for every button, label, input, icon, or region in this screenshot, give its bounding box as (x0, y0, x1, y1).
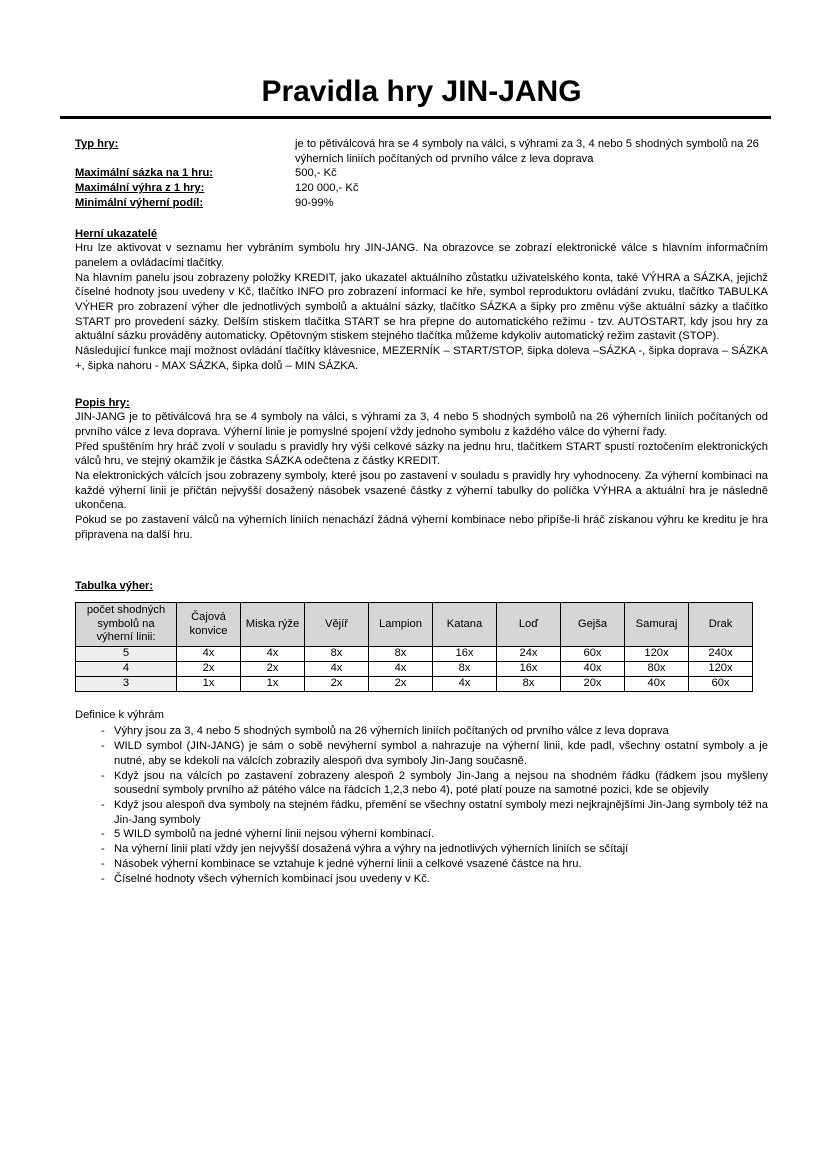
paytable-value-cell: 4x (433, 676, 497, 691)
paytable-body (76, 646, 753, 691)
paragraph: Na hlavním panelu jsou zobrazeny položky KREDIT, jako ukazatel aktuálního zůstatku uživatelského konta, také VÝHRA a SÁZKA, jejichž číselné hodnoty jsou uvedeny v Kč, tlačítko INFO pro zobrazení informací ke hře, symbol reproduktoru ovládání zvuku, tlačítko TABULKA VÝHER pro zobrazení výher dle jednotlivých symbolů a aktuální sázky, tlačítko SÁZKA a šipky pro změnu výše aktuální sázky a tlačítko START pro provedení sázky. Delším stiskem tlačítka START se hra přepne do automatického režimu - tzv. AUTOSTART, kdy jsou hry za aktuální sázku prováděny automaticky. Opětovným stiskem stejného tlačítka můžeme kdykoliv automatický režim zastavit (STOP). (75, 271, 768, 343)
paytable-value-cell: 240x (689, 646, 753, 661)
section-definitions (75, 708, 768, 886)
definitions-list (75, 724, 768, 886)
definition-item (101, 739, 768, 768)
paytable-symbol-header: Miska rýže (241, 603, 305, 647)
paytable-symbol-header: Katana (433, 603, 497, 647)
paragraph: Před spuštěním hry hráč zvolí v souladu s pravidly hry výši celkové sázky na jednu hru, tlačítkem START spustí roztočením elektronických válců hru, ve stejný okamžik je částka SÁZKA odečtena z částky KREDIT. (75, 440, 768, 468)
paytable-value-cell: 24x (497, 646, 561, 661)
definition-text: - Na výherní linii platí vždy jen nejvyšší dosažená výhra a výhry na jednotlivých výherních liniích se sčítají (114, 843, 629, 856)
paytable-value-cell: 120x (689, 661, 753, 676)
paytable-value-cell: 1x (241, 676, 305, 691)
paytable-header-row (76, 603, 753, 647)
definition-text: - Číselné hodnoty všech výherních kombinací jsou uvedeny v Kč. (114, 872, 430, 885)
paytable-value-cell: 120x (625, 646, 689, 661)
paytable-row (76, 646, 753, 661)
section-paytable (75, 579, 768, 692)
definition-text: - Když jsou na válcích po zastavení zobrazeny alespoň 2 symboly Jin-Jang a nejsou na shodném řádku (řádkem jsou myšleny sousední symboly prvního až pátého válce na řádcích 1,2,3 nebo 4), poté platí pouze na samotné pozici, kde se objevily (114, 769, 768, 797)
definition-text: - 5 WILD symbolů na jedné výherní linii nejsou výherní kombinací. (114, 828, 435, 841)
spec-list (75, 137, 768, 211)
paytable-corner-cell: počet shodných symbolů na výherní linii: (76, 603, 177, 647)
paytable-symbol-header: Vějíř (305, 603, 369, 647)
paytable-symbol-header: Čajová konvice (177, 603, 241, 647)
paytable-heading: Tabulka výher: (75, 579, 154, 592)
paytable-count-cell: 5 (76, 646, 177, 661)
title-divider (60, 116, 771, 119)
definition-text: - WILD symbol (JIN-JANG) je sám o sobě nevýherní symbol a nahrazuje na výherní linii, kde padl, všechny ostatní symboly a je nutné, aby se kdekoli na válcích zobrazily alespoň dva symboly Jin-Jang současně. (114, 740, 768, 767)
indicators-paragraphs (75, 241, 768, 373)
spec-label: Typ hry: (75, 138, 119, 150)
spec-value: 120 000,- Kč (295, 182, 359, 195)
paytable-symbol-header: Lampion (369, 603, 433, 647)
page-title: Pravidla hry JIN-JANG (261, 75, 582, 108)
paytable-symbol-header: Loď (497, 603, 561, 647)
paytable-value-cell: 16x (497, 661, 561, 676)
paytable-value-cell: 80x (625, 661, 689, 676)
paytable-symbol-header: Gejša (561, 603, 625, 647)
section-indicators (75, 227, 768, 374)
paytable-value-cell: 2x (241, 661, 305, 676)
paytable-value-cell: 8x (369, 646, 433, 661)
paytable-value-cell: 20x (561, 676, 625, 691)
paragraph: Na elektronických válcích jsou zobrazeny symboly, které jsou po zastavení v souladu s pravidly hry vyhodnoceny. Za výherní kombinaci na každé výherní linii je přičtán nejvyšší dosažený násobek vsazené částky z výherní tabulky do políčka VÝHRA a aktuální hra je následně ukončena. (75, 470, 768, 512)
definition-item (101, 724, 768, 739)
paytable-value-cell: 4x (305, 661, 369, 676)
paytable-value-cell: 4x (369, 661, 433, 676)
paytable-value-cell: 4x (177, 646, 241, 661)
definition-item (101, 798, 768, 827)
paytable-value-cell: 16x (433, 646, 497, 661)
indicators-heading: Herní ukazatelé (75, 227, 158, 240)
spec-row (75, 181, 768, 196)
paytable-value-cell: 1x (177, 676, 241, 691)
paytable-count-cell: 4 (76, 661, 177, 676)
spec-value: 500,- Kč (295, 167, 337, 180)
paytable-value-cell: 4x (241, 646, 305, 661)
definition-item (101, 769, 768, 798)
description-paragraphs (75, 410, 768, 542)
spec-row (75, 166, 768, 181)
paytable-value-cell: 40x (561, 661, 625, 676)
definition-item (101, 872, 768, 887)
spec-row (75, 196, 768, 211)
spec-value: 90-99% (295, 196, 334, 209)
spec-label: Maximální výhra z 1 hry: (75, 182, 205, 195)
paragraph: Následující funkce mají možnost ovládání tlačítky klávesnice, MEZERNÍK – START/STOP, šipka doleva –SÁZKA -, šipka doprava – SÁZKA +, šipka nahoru - MAX SÁZKA, šipka dolů – MIN SÁZKA. (75, 345, 768, 372)
definition-item (101, 842, 768, 857)
paytable-count-cell: 3 (76, 676, 177, 691)
definition-text: - Když jsou alespoň dva symboly na stejném řádku, přemění se všechny ostatní symboly mezi nejkrajnějšími Jin-Jang symboly též na Jin-Jang symboly (114, 799, 768, 826)
description-heading: Popis hry: (75, 396, 130, 409)
paytable (75, 602, 753, 692)
definition-item (101, 857, 768, 872)
paytable-value-cell: 2x (305, 676, 369, 691)
paytable-value-cell: 40x (625, 676, 689, 691)
definition-text: - Výhry jsou za 3, 4 nebo 5 shodných symbolů na 26 výherních liniích počítaných od prvního válce z leva doprava (114, 725, 669, 738)
spec-label: Minimální výherní podíl: (75, 196, 204, 209)
paytable-value-cell: 8x (305, 646, 369, 661)
paytable-value-cell: 60x (689, 676, 753, 691)
definition-item (101, 827, 768, 842)
paragraph: Hru lze aktivovat v seznamu her vybráním symbolu hry JIN-JANG. Na obrazovce se zobrazí elektronické válce s hlavním informačním panelem a ovládacími tlačítky. (75, 242, 768, 269)
spec-value: je to pětiválcová hra se 4 symboly na válci, s výhrami za 3, 4 nebo 5 shodných symbolů na 26 výherních liniích počítaných od prvního válce z leva doprava (295, 138, 759, 165)
paragraph: JIN-JANG je to pětiválcová hra se 4 symboly na válci, s výhrami za 3, 4 nebo 5 shodných symbolů na 26 výherních liniích počítaných od prvního válce z leva doprava. Výherní linie je pomyslné spojení vždy jednoho symbolu z každého válce do výherní řady. (75, 411, 768, 438)
paytable-value-cell: 8x (433, 661, 497, 676)
paytable-symbol-header: Drak (689, 603, 753, 647)
spec-label: Maximální sázka na 1 hru: (75, 167, 214, 180)
paytable-value-cell: 2x (177, 661, 241, 676)
section-description (75, 396, 768, 543)
paytable-row (76, 676, 753, 691)
paytable-value-cell: 60x (561, 646, 625, 661)
paragraph: Pokud se po zastavení válců na výherních liniích nenachází žádná výherní kombinace nebo připíše-li hráč získanou výhru ke kreditu je hra připravena na další hru. (75, 514, 768, 541)
paytable-value-cell: 8x (497, 676, 561, 691)
paytable-row (76, 661, 753, 676)
definitions-heading: Definice k výhrám (75, 708, 164, 721)
paytable-value-cell: 2x (369, 676, 433, 691)
spec-row (75, 137, 768, 166)
paytable-symbol-header: Samuraj (625, 603, 689, 647)
definition-text: - Násobek výherní kombinace se vztahuje k jedné výherní linii a celkové vsazené částce na hru. (114, 857, 582, 870)
